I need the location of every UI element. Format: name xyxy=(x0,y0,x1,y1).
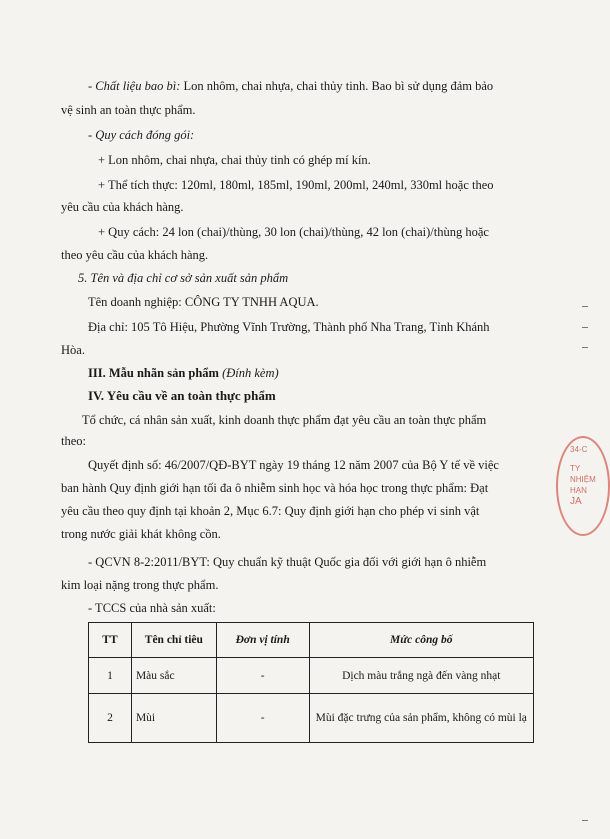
packaging-material xyxy=(88,78,493,94)
producer-address: Địa chỉ: 105 Tô Hiệu, Phường Vĩnh Trường, Thành phố Nha Trang, Tỉnh Khánh xyxy=(88,320,490,334)
table-row xyxy=(89,694,534,743)
producer-company: Tên doanh nghiệp: CÔNG TY TNHH AQUA. xyxy=(88,295,319,309)
table-cell: 1 xyxy=(89,658,132,694)
producer-address-cont: Hòa. xyxy=(61,343,85,357)
decision-line-4: trong nước giải khát không cồn. xyxy=(61,527,221,541)
company-seal-stamp xyxy=(556,436,610,536)
producer-heading: 5. Tên và địa chỉ cơ sở sản xuất sản phẩm xyxy=(78,271,289,285)
packaging-spec-label: - Quy cách đóng gói: xyxy=(88,128,195,142)
stamp-text: HẠN xyxy=(570,486,587,495)
packaging-item-1: + Lon nhôm, chai nhựa, chai thủy tinh có ghép mí kín. xyxy=(98,153,371,167)
qcvn-line-2: kim loại nặng trong thực phẩm. xyxy=(61,578,219,592)
tccs-line: - TCCS của nhà sản xuất: xyxy=(88,601,216,615)
section-4-intro-cont: theo: xyxy=(61,434,86,448)
table-header-cell: Tên chỉ tiêu xyxy=(131,623,216,658)
decision-line-3: yêu cầu theo quy định tại khoản 2, Mục 6.7: Quy định giới hạn cho phép vi sinh vật xyxy=(61,504,480,518)
section-4-intro: Tổ chức, cá nhân sản xuất, kinh doanh thực phẩm đạt yêu cầu an toàn thực phẩm xyxy=(82,413,487,427)
table-cell: Dịch màu trắng ngà đến vàng nhạt xyxy=(309,658,533,694)
table-header-cell: TT xyxy=(89,623,132,658)
stamp-text: NHIỆM xyxy=(570,475,596,484)
table-row xyxy=(89,658,534,694)
qcvn-line-1: - QCVN 8-2:2011/BYT: Quy chuẩn kỹ thuật Quốc gia đối với giới hạn ô nhiễm xyxy=(88,555,487,569)
material-label: - Chất liệu bao bì: xyxy=(88,79,181,93)
section-3-note: (Đính kèm) xyxy=(222,366,279,380)
stamp-text: JA xyxy=(570,496,582,507)
margin-mark xyxy=(582,327,588,328)
margin-mark xyxy=(582,306,588,307)
section-3-heading: III. Mẫu nhãn sản phẩm xyxy=(88,366,219,380)
table-header-cell: Mức công bố xyxy=(309,623,533,658)
material-text: Lon nhôm, chai nhựa, chai thủy tinh. Bao bì sử dụng đảm bảo xyxy=(180,79,494,93)
margin-mark xyxy=(582,820,588,821)
packaging-item-3-cont: theo yêu cầu của khách hàng. xyxy=(61,248,209,262)
stamp-text: TY xyxy=(570,464,581,473)
table-cell: Mùi xyxy=(131,694,216,743)
table-header-row xyxy=(89,623,534,658)
table-cell: Màu sắc xyxy=(131,658,216,694)
section-3 xyxy=(88,365,279,381)
table-cell: - xyxy=(216,658,309,694)
specification-table xyxy=(88,622,534,743)
packaging-item-2: + Thể tích thực: 120ml, 180ml, 185ml, 190ml, 200ml, 240ml, 330ml hoặc theo xyxy=(98,178,494,192)
packaging-item-2-cont: yêu cầu của khách hàng. xyxy=(61,200,184,214)
table-cell: - xyxy=(216,694,309,743)
material-text-cont: vệ sinh an toàn thực phẩm. xyxy=(61,103,196,117)
table-cell: 2 xyxy=(89,694,132,743)
stamp-text: 34-C xyxy=(570,445,588,454)
packaging-item-3: + Quy cách: 24 lon (chai)/thùng, 30 lon (chai)/thùng, 42 lon (chai)/thùng hoặc xyxy=(98,225,489,239)
table-cell: Mùi đặc trưng của sản phẩm, không có mùi lạ xyxy=(309,694,533,743)
decision-line-2: ban hành Quy định giới hạn tối đa ô nhiễm sinh học và hóa học trong thực phẩm: Đạt xyxy=(61,481,489,495)
table-header-cell: Đơn vị tính xyxy=(216,623,309,658)
decision-line-1: Quyết định số: 46/2007/QĐ-BYT ngày 19 tháng 12 năm 2007 của Bộ Y tế về việc xyxy=(88,458,499,472)
section-4-heading: IV. Yêu cầu về an toàn thực phẩm xyxy=(88,388,276,403)
margin-mark xyxy=(582,347,588,348)
